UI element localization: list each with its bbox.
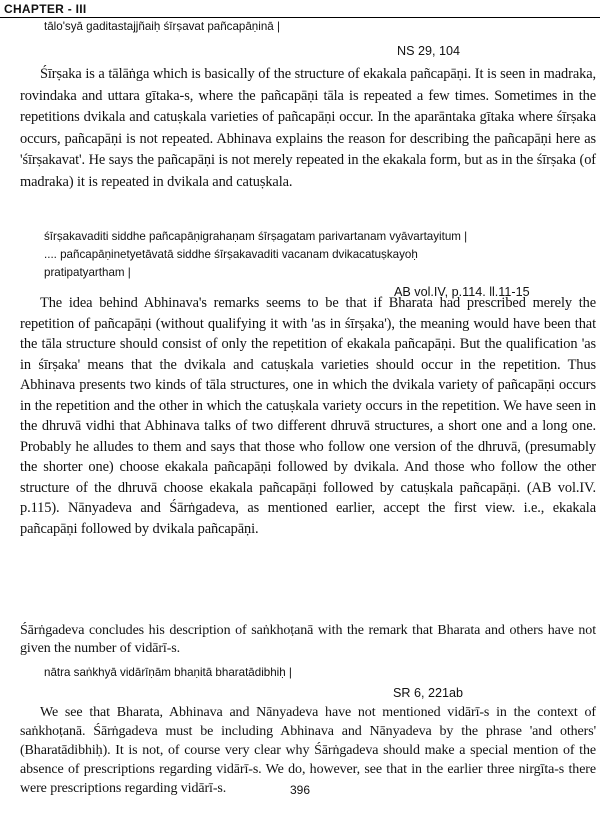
sanskrit-verse-3: nātra saṅkhyā vidārīṇām bhaṇitā bharatādibhiḥ | (44, 666, 292, 679)
paragraph-1 (20, 64, 596, 193)
paragraph-2 (20, 293, 596, 539)
paragraph-2-text: The idea behind Abhinava's remarks seems to be that if Bharata had prescribed merely the repetition of pañcapāṇi (without qualifying it with 'as in śīrṣaka'), the meaning would have been that the tāla structure should consist of only the repetition of ekakala pañcapāṇi. But the qualification 'as in śīrṣaka' means that the dvikala and catuṣkala varieties should occur in the repetition. Thus Abhinava presents two kinds of tāla structures, one in which the dvikala variety of pañcapāṇi occurs in the repetition and the other in which the catuṣkala variety occurs in the repetition. We have seen in the dhruvā vidhi that Abhinava talks of two different dhruvā structures, a short one and a long one. Probably he alludes to them and says that those who follow one version of the dhruvā, (presumably the shorter one) choose ekakala pañcapāṇi followed by dvikala. And those who follow the other structure of the dhruvā choose ekakala pañcapāṇi followed by catuṣkala pañcapāṇi. (AB vol.IV. p.115). Nānyadeva and Śārṅgadeva, as mentioned earlier, accept the first view. i.e., ekakala pañcapāṇi followed by dvikala pañcapāṇi. (20, 295, 596, 537)
sanskrit-verse-1: tālo'syā gaditastajjñaiḥ śīrṣavat pañcapāṇinā | (44, 20, 280, 33)
paragraph-4-text: We see that Bharata, Abhinava and Nānyadeva have not mentioned vidārī-s in the context of saṅkhoṭanā. Śārṅgadeva must be including Abhinava and Nānyadeva by the phrase 'and others' (Bharatādibhiḥ). It is not, of course very clear why Śārṅgadeva should make a special mention of the absence of prescriptions regarding vidārī-s. We do, however, see that in the earlier three nirgīta-s there were prescriptions regarding vidārī-s. (20, 705, 596, 796)
chapter-header: CHAPTER - III (4, 2, 87, 16)
sanskrit-verse-2-line-2: .... pañcapāṇinetyetāvatā siddhe śīrṣakavaditi vacanam dvikacatuṣkayoḥ (44, 248, 418, 261)
paragraph-1-text: Śīrṣaka is a tālāṅga which is basically of the structure of ekakala pañcapāṇi. It is seen in madraka, rovindaka and uttara gītaka-s, where the pañcapāṇi tāla is repeated a few times. Sometimes in the repetitions dvikala and catuṣkala varieties of pañcapāṇi occur. In the aparāntaka gītaka where śīrṣaka occurs, pañcapāṇi is not repeated. Abhinava explains the reason for describing the pañcapāṇi here as 'śīrṣakavat'. He says the pañcapāṇi is not merely repeated in the ekakala form, but as in the śīrṣaka (of madraka) it is repeated in dvikala and catuṣkala. (20, 66, 596, 190)
header-rule (0, 17, 600, 18)
citation-sr: SR 6, 221ab (393, 686, 464, 700)
sanskrit-verse-2-line-1: śīrṣakavaditi siddhe pañcapāṇigrahaṇam śīrṣagatam parivartanam vyāvartayitum | (44, 230, 468, 243)
paragraph-3 (20, 622, 596, 657)
citation-ab: AB vol.IV, p.114. ll.11-15 (394, 285, 530, 299)
citation-ns: NS 29, 104 (397, 44, 461, 58)
page-number: 396 (289, 783, 311, 797)
paragraph-3-text: Śārṅgadeva concludes his description of saṅkhoṭanā with the remark that Bharata and others have not given the number of vidārī-s. (20, 623, 596, 656)
sanskrit-verse-2-line-3: pratipatyartham | (44, 266, 131, 279)
